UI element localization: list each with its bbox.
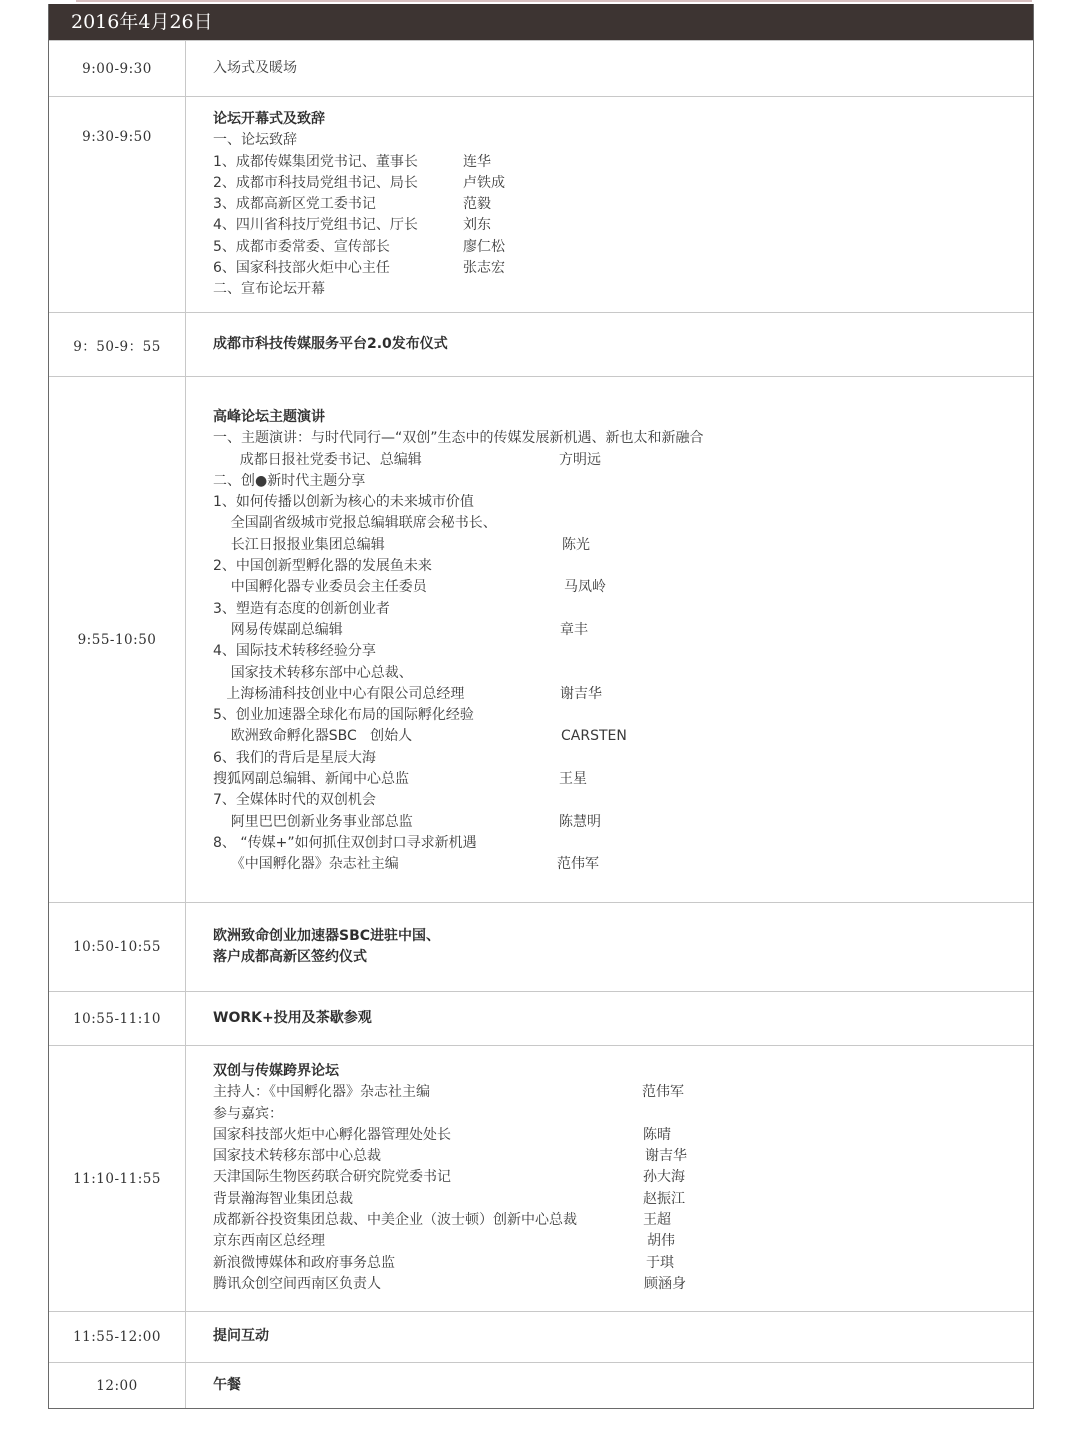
time-slot: 9:30-9:50 (49, 97, 186, 312)
agenda-line: 二、宣布论坛开幕 (213, 281, 325, 298)
speaker-name: 连华 (463, 153, 491, 170)
session-title-line-2: 落户成都高新区签约仪式 (213, 949, 367, 965)
time-slot: 11:10-11:55 (49, 1046, 186, 1311)
agenda-line: 8、 “传媒+”如何抓住双创封口寻求新机遇 (213, 834, 477, 851)
speaker-name: 卢铁成 (463, 174, 505, 191)
agenda-line: 4、国际技术转移经验分享 (213, 643, 376, 660)
agenda-line: 全国副省级城市党报总编辑联席会秘书长、 (213, 515, 497, 532)
speaker-name: 顾涵身 (644, 1275, 686, 1292)
agenda-line: 1、如何传播以创新为核心的未来城市价值 (213, 494, 474, 511)
time-slot: 10:55-11:10 (49, 992, 186, 1045)
agenda-row (49, 40, 1033, 96)
agenda-line: 主持人：《中国孵化器》杂志社主编 范伟军 (213, 1082, 1033, 1103)
agenda-line: 腾讯众创空间西南区负责人 顾涵身 (213, 1274, 1033, 1295)
agenda-row (49, 991, 1033, 1045)
time-slot: 9:55-10:50 (49, 377, 186, 902)
agenda-row (49, 1362, 1033, 1408)
agenda-line: 天津国际生物医药联合研究院党委书记 孙大海 (213, 1167, 1033, 1188)
agenda-line: 《中国孵化器》杂志社主编 范伟军 (213, 854, 1033, 875)
time-slot: 10:50-10:55 (49, 903, 186, 991)
agenda-line: 京东西南区总经理 胡伟 (213, 1231, 1033, 1252)
agenda-row (49, 96, 1033, 312)
agenda-table (48, 4, 1034, 1409)
agenda-line: 二、创●新时代主题分享 (213, 472, 366, 489)
speaker-name: 于琪 (646, 1254, 674, 1271)
session-title: 提问互动 (213, 1328, 269, 1345)
top-rule (76, 0, 1032, 2)
agenda-line: 一、论坛致辞 (213, 132, 297, 149)
speaker-name: 王超 (643, 1212, 671, 1229)
agenda-line: 成都日报社党委书记、总编辑 方明远 (213, 450, 1033, 471)
speaker-name: 孙大海 (643, 1169, 685, 1186)
session-title: 欧洲致命创业加速器SBC进驻中国、 (213, 927, 441, 944)
agenda-line: 5、创业加速器全球化布局的国际孵化经验 (213, 707, 474, 724)
agenda-row (49, 1045, 1033, 1311)
time-slot: 11:55-12:00 (49, 1312, 186, 1362)
agenda-content (186, 377, 1033, 902)
speaker-name: 章丰 (560, 621, 588, 638)
agenda-line: 3、塑造有态度的创新创业者 (213, 600, 390, 617)
agenda-line: 国家科技部火炬中心孵化器管理处处长 陈晴 (213, 1125, 1033, 1146)
agenda-content (186, 1312, 1033, 1362)
agenda-line: 国家技术转移东部中心总裁 谢吉华 (213, 1146, 1033, 1167)
agenda-content (186, 97, 1033, 312)
agenda-line: 1、成都传媒集团党书记、董事长 连华 (213, 152, 1033, 173)
agenda-content (186, 903, 1033, 991)
speaker-name: 谢吉华 (560, 685, 602, 702)
agenda-line: 参与嘉宾： (213, 1105, 283, 1122)
speaker-name: 赵振江 (643, 1190, 685, 1207)
agenda-line: 背景瀚海智业集团总裁 赵振江 (213, 1189, 1033, 1210)
agenda-row (49, 1311, 1033, 1362)
agenda-line: 新浪微博媒体和政府事务总监 于琪 (213, 1253, 1033, 1274)
agenda-line: 网易传媒副总编辑 章丰 (213, 620, 1033, 641)
session-title: 午餐 (213, 1376, 241, 1393)
session-title: 双创与传媒跨界论坛 (213, 1063, 339, 1079)
time-slot: 12:00 (49, 1363, 186, 1408)
agenda-line: 中国孵化器专业委员会主任委员 马凤岭 (213, 577, 1033, 598)
speaker-name: CARSTEN (561, 728, 627, 745)
date-header (49, 4, 1033, 40)
speaker-name: 方明远 (559, 451, 601, 468)
speaker-name: 廖仁松 (463, 238, 505, 255)
agenda-line: 6、国家科技部火炬中心主任 张志宏 (213, 258, 1033, 279)
agenda-content (186, 313, 1033, 376)
speaker-name: 范毅 (463, 196, 491, 213)
agenda-line: 搜狐网副总编辑、新闻中心总监 王星 (213, 769, 1033, 790)
agenda-line: 2、中国创新型孵化器的发展鱼未来 (213, 558, 432, 575)
date-title: 2016年4月26日 (71, 11, 213, 33)
session-title: 高峰论坛主题演讲 (213, 409, 325, 425)
agenda-line: 7、全媒体时代的双创机会 (213, 792, 376, 809)
agenda-line: 5、成都市委常委、宣传部长 廖仁松 (213, 237, 1033, 258)
agenda-content (186, 992, 1033, 1045)
speaker-name: 范伟军 (642, 1084, 684, 1101)
agenda-line: 阿里巴巴创新业务事业部总监 陈慧明 (213, 812, 1033, 833)
speaker-name: 马凤岭 (564, 579, 606, 596)
speaker-name: 胡伟 (647, 1233, 675, 1250)
speaker-name: 张志宏 (463, 260, 505, 277)
session-title: WORK+投用及茶歇参观 (213, 1009, 372, 1026)
time-slot: 9：50-9：55 (49, 313, 186, 376)
time-slot: 9:00-9:30 (49, 41, 186, 96)
agenda-line: 一、主题演讲：与时代同行—“双创”生态中的传媒发展新机遇、新也太和新融合 (213, 430, 704, 447)
agenda-row (49, 312, 1033, 376)
session-title: 成都市科技传媒服务平台2.0发布仪式 (213, 335, 448, 352)
agenda-line: 欧洲致命孵化器SBC 创始人 CARSTEN (213, 726, 1033, 747)
speaker-name: 刘东 (463, 217, 491, 234)
speaker-name: 陈慧明 (559, 813, 601, 830)
agenda-line: 6、我们的背后是星辰大海 (213, 749, 376, 766)
agenda-content (186, 1363, 1033, 1408)
agenda-row (49, 902, 1033, 991)
agenda-content (186, 1046, 1033, 1311)
session-title: 论坛开幕式及致辞 (213, 111, 325, 127)
agenda-row (49, 376, 1033, 902)
agenda-line: 2、成都市科技局党组书记、局长 卢铁成 (213, 173, 1033, 194)
agenda-line: 3、成都高新区党工委书记 范毅 (213, 194, 1033, 215)
agenda-line: 成都新谷投资集团总裁、中美企业（波士顿）创新中心总裁 王超 (213, 1210, 1033, 1231)
agenda-line: 国家技术转移东部中心总裁、 (213, 664, 413, 681)
agenda-line: 4、四川省科技厅党组书记、厅长 刘东 (213, 215, 1033, 236)
session-title: 入场式及暖场 (213, 59, 297, 76)
agenda-line: 长江日报报业集团总编辑 陈光 (213, 535, 1033, 556)
speaker-name: 谢吉华 (645, 1148, 687, 1165)
speaker-name: 陈晴 (643, 1126, 671, 1143)
agenda-line: 上海杨浦科技创业中心有限公司总经理 谢吉华 (213, 684, 1033, 705)
agenda-content (186, 41, 1033, 96)
speaker-name: 王星 (559, 771, 587, 788)
speaker-name: 范伟军 (557, 856, 599, 873)
speaker-name: 陈光 (562, 536, 590, 553)
